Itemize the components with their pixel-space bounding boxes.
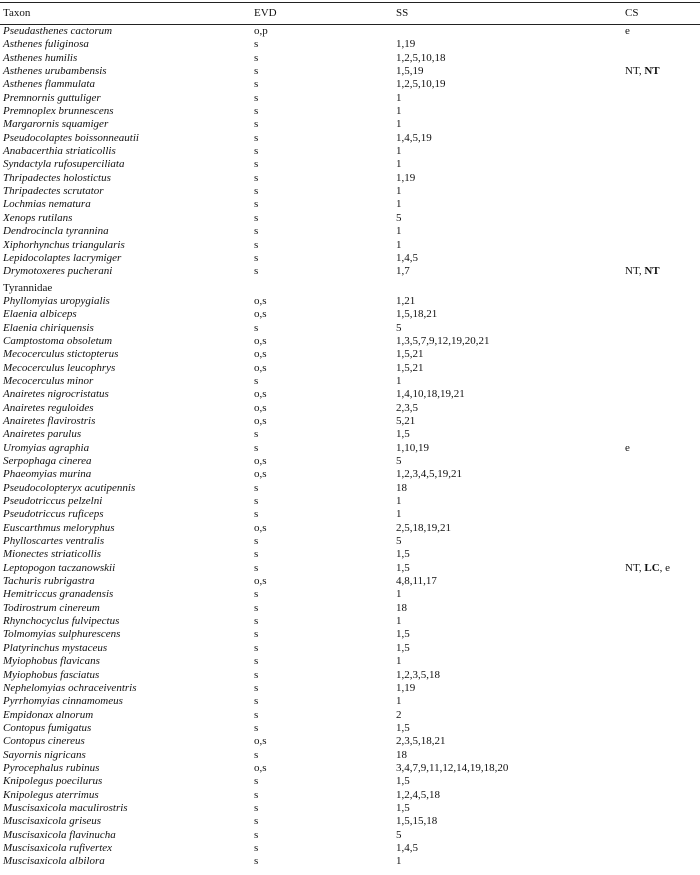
evd-cell: s: [254, 668, 259, 681]
taxon-cell: Anairetes nigrocristatus: [3, 388, 109, 401]
ss-cell: 1,5: [396, 428, 410, 441]
taxon-cell: Phylloscartes ventralis: [3, 535, 105, 548]
taxon-cell: Lepidocolaptes lacrymiger: [3, 251, 122, 264]
ss-cell: 5: [396, 211, 402, 224]
taxon-cell: Knipolegus poecilurus: [3, 775, 103, 788]
evd-cell: s: [254, 508, 259, 521]
taxon-cell: Mecocerculus stictopterus: [3, 348, 119, 361]
cs-status-bold: NT: [644, 65, 660, 78]
cs-status: e: [625, 441, 630, 454]
taxon-cell: Pseudocolaptes boissonneautii: [3, 131, 139, 144]
ss-cell: 1,5: [396, 561, 410, 574]
taxon-cell: Syndactyla rufosuperciliata: [3, 158, 125, 171]
table-row: [0, 495, 700, 508]
taxon-cell: Knipolegus aterrimus: [3, 788, 99, 801]
ss-cell: 1,5: [396, 801, 410, 814]
taxon-cell: Thripadectes holostictus: [3, 171, 111, 184]
taxon-cell: Pseudotriccus pelzelni: [3, 495, 103, 508]
evd-cell: s: [254, 38, 259, 51]
evd-cell: s: [254, 815, 259, 828]
ss-cell: 5: [396, 535, 402, 548]
ss-cell: 1: [396, 238, 402, 251]
table-header: [0, 2, 700, 25]
evd-cell: s: [254, 681, 259, 694]
cs-status: NT,: [625, 65, 645, 78]
evd-cell: o,s: [254, 455, 267, 467]
ss-cell: 1,5,21: [396, 348, 424, 361]
table-row: [0, 252, 700, 265]
ss-cell: 1,2,5,10,18: [396, 51, 446, 64]
table-row: [0, 118, 700, 131]
taxon-cell: Leptopogon taczanowskii: [3, 561, 116, 574]
evd-cell: s: [254, 158, 259, 171]
taxon-cell: Mionectes striaticollis: [3, 548, 102, 561]
ss-cell: 1: [396, 225, 402, 238]
table-row: [0, 52, 700, 65]
taxon-cell: Serpophaga cinerea: [3, 455, 92, 467]
table-row: [0, 172, 700, 185]
taxon-cell: Anairetes flavirostris: [3, 414, 96, 427]
header-cs: CS: [625, 7, 639, 19]
ss-cell: 1,7: [396, 265, 410, 278]
ss-cell: 1: [396, 158, 402, 171]
table-row: [0, 762, 700, 775]
table-row: [0, 78, 700, 91]
taxon-cell: Anairetes parulus: [3, 428, 82, 441]
table-row: [0, 709, 700, 722]
taxon-cell: Mecocerculus minor: [3, 374, 94, 387]
table-row: [0, 198, 700, 211]
taxon-cell: Sayornis nigricans: [3, 748, 86, 761]
cs-cell: [625, 562, 670, 575]
cs-status: NT,: [625, 561, 645, 574]
taxon-cell: Xenops rutilans: [3, 211, 73, 224]
taxon-cell: Pseudocolopteryx acutipennis: [3, 481, 136, 494]
taxon-cell: Pyrocephalus rubinus: [3, 761, 100, 774]
ss-cell: 5: [396, 455, 402, 467]
evd-cell: s: [254, 265, 259, 278]
ss-cell: 1,19: [396, 171, 416, 184]
ss-cell: 1,3,5,7,9,12,19,20,21: [396, 334, 490, 347]
ss-cell: 1,5: [396, 548, 410, 561]
table-row: [0, 669, 700, 682]
ss-cell: 1: [396, 508, 402, 521]
table-row: [0, 615, 700, 628]
family-name: Tyrannidae: [3, 281, 53, 294]
ss-cell: 18: [396, 748, 407, 761]
table-row: [0, 348, 700, 361]
table-row: [0, 65, 700, 78]
ss-cell: 1,4,5: [396, 841, 418, 854]
cs-cell: [625, 25, 630, 38]
taxon-cell: Myiophobus flavicans: [3, 655, 100, 668]
table-body: [0, 25, 700, 869]
taxon-cell: Euscarthmus meloryphus: [3, 521, 115, 534]
ss-cell: 1: [396, 91, 402, 104]
taxon-cell: Elaenia chiriquensis: [3, 321, 94, 334]
table-row: [0, 482, 700, 495]
table-row: [0, 225, 700, 238]
ss-cell: 2,3,5: [396, 401, 418, 414]
evd-cell: s: [254, 105, 259, 118]
table-row: [0, 322, 700, 335]
ss-cell: 1,4,5,19: [396, 131, 432, 144]
ss-cell: 2,5,18,19,21: [396, 521, 451, 534]
table-row: [0, 588, 700, 601]
evd-cell: s: [254, 428, 259, 441]
taxon-cell: Anabacerthia striaticollis: [3, 145, 116, 158]
ss-cell: 1,5: [396, 721, 410, 734]
table-row: [0, 415, 700, 428]
evd-cell: s: [254, 65, 259, 78]
ss-cell: 1,19: [396, 681, 416, 694]
evd-cell: o,s: [254, 361, 267, 374]
evd-cell: s: [254, 641, 259, 654]
table-row: [0, 775, 700, 788]
evd-cell: s: [254, 801, 259, 814]
evd-cell: o,s: [254, 348, 267, 361]
taxon-cell: Muscisaxicola rufivertex: [3, 841, 113, 854]
table-row: [0, 428, 700, 441]
taxon-cell: Anairetes reguloides: [3, 401, 94, 414]
ss-cell: 1,5,21: [396, 361, 424, 374]
table-row: [0, 655, 700, 668]
cs-status: NT,: [625, 265, 645, 278]
evd-cell: s: [254, 548, 259, 561]
table-row: [0, 402, 700, 415]
ss-cell: 1: [396, 855, 402, 868]
table-row: [0, 38, 700, 51]
table-row: [0, 548, 700, 561]
evd-cell: s: [254, 601, 259, 614]
evd-cell: s: [254, 481, 259, 494]
taxon-cell: Phaeomyias murina: [3, 468, 92, 481]
taxon-cell: Contopus fumigatus: [3, 721, 92, 734]
taxon-cell: Tolmomyias sulphurescens: [3, 628, 121, 641]
evd-cell: s: [254, 238, 259, 251]
evd-cell: o,s: [254, 388, 267, 401]
taxon-cell: Pseudotriccus ruficeps: [3, 508, 104, 521]
cs-status-bold: LC: [644, 561, 660, 574]
evd-cell: s: [254, 91, 259, 104]
evd-cell: s: [254, 211, 259, 224]
table-row: [0, 642, 700, 655]
evd-cell: s: [254, 495, 259, 508]
evd-cell: s: [254, 588, 259, 601]
ss-cell: 18: [396, 481, 407, 494]
evd-cell: s: [254, 225, 259, 238]
evd-cell: o,s: [254, 308, 267, 321]
ss-cell: 1,5: [396, 628, 410, 641]
evd-cell: o,p: [254, 25, 268, 37]
ss-cell: 1: [396, 615, 402, 628]
table-row: [0, 442, 700, 455]
table-row: [0, 842, 700, 855]
taxon-cell: Premnoplex brunnescens: [3, 105, 114, 118]
evd-cell: o,s: [254, 414, 267, 427]
ss-cell: 1,10,19: [396, 441, 429, 454]
taxon-cell: Xiphorhynchus triangularis: [3, 238, 125, 251]
cs-cell: [625, 265, 660, 278]
ss-cell: 4,8,11,17: [396, 575, 437, 588]
ss-cell: 1: [396, 588, 402, 601]
ss-cell: 2,3,5,18,21: [396, 735, 446, 748]
table-row: [0, 562, 700, 575]
ss-cell: 1,4,5: [396, 251, 418, 264]
evd-cell: s: [254, 131, 259, 144]
evd-cell: s: [254, 251, 259, 264]
evd-cell: s: [254, 695, 259, 708]
header-taxon: Taxon: [3, 7, 31, 19]
table-row: [0, 158, 700, 171]
evd-cell: s: [254, 535, 259, 548]
table-row: [0, 628, 700, 641]
evd-cell: o,s: [254, 761, 267, 774]
ss-cell: 1,2,5,10,19: [396, 78, 446, 91]
taxon-cell: Dendrocincla tyrannina: [3, 225, 109, 238]
ss-cell: 2: [396, 708, 402, 721]
taxon-cell: Camptostoma obsoletum: [3, 334, 113, 347]
taxon-cell: Myiophobus fasciatus: [3, 668, 100, 681]
cs-cell: [625, 442, 630, 455]
table-row: [0, 695, 700, 708]
evd-cell: s: [254, 828, 259, 841]
evd-cell: s: [254, 628, 259, 641]
ss-cell: 1,4,10,18,19,21: [396, 388, 465, 401]
header-ss: SS: [396, 7, 409, 19]
ss-cell: 1: [396, 145, 402, 158]
cs-status-bold: NT: [644, 265, 660, 278]
evd-cell: o,s: [254, 401, 267, 414]
evd-cell: s: [254, 561, 259, 574]
taxon-cell: Pseudasthenes cactorum: [3, 25, 113, 37]
taxon-cell: Elaenia albiceps: [3, 308, 77, 321]
ss-cell: 1: [396, 495, 402, 508]
evd-cell: s: [254, 145, 259, 158]
table-row: [0, 455, 700, 468]
evd-cell: o,s: [254, 575, 267, 588]
taxon-cell: Tachuris rubrigastra: [3, 575, 95, 588]
taxon-cell: Mecocerculus leucophrys: [3, 361, 116, 374]
table-row: [0, 25, 700, 38]
evd-cell: s: [254, 118, 259, 131]
ss-cell: 1,5: [396, 775, 410, 788]
evd-cell: s: [254, 185, 259, 198]
taxon-cell: Muscisaxicola maculirostris: [3, 801, 128, 814]
ss-cell: 1: [396, 655, 402, 668]
taxon-cell: Lochmias nematura: [3, 198, 91, 211]
taxon-cell: Todirostrum cinereum: [3, 601, 100, 614]
table-row: [0, 212, 700, 225]
evd-cell: s: [254, 721, 259, 734]
ss-cell: 1: [396, 105, 402, 118]
table-row: [0, 602, 700, 615]
table-row: [0, 239, 700, 252]
table-row: [0, 145, 700, 158]
taxon-cell: Muscisaxicola griseus: [3, 815, 102, 828]
table-row: [0, 468, 700, 481]
evd-cell: s: [254, 655, 259, 668]
ss-cell: 1,2,4,5,18: [396, 788, 440, 801]
evd-cell: o,s: [254, 735, 267, 748]
taxon-cell: Thripadectes scrutator: [3, 185, 104, 198]
taxon-cell: Uromyias agraphia: [3, 441, 90, 454]
taxon-cell: Nephelomyias ochraceiventris: [3, 681, 137, 694]
evd-cell: s: [254, 775, 259, 788]
evd-cell: s: [254, 615, 259, 628]
ss-cell: 18: [396, 601, 407, 614]
evd-cell: s: [254, 78, 259, 91]
taxon-cell: Muscisaxicola albilora: [3, 855, 105, 868]
ss-cell: 1,2,3,5,18: [396, 668, 440, 681]
taxon-cell: Rhynchocyclus fulvipectus: [3, 615, 120, 628]
table-row: [0, 535, 700, 548]
table-row: [0, 388, 700, 401]
table-row: [0, 802, 700, 815]
table-row: [0, 735, 700, 748]
ss-cell: 1,2,3,4,5,19,21: [396, 468, 462, 481]
table-row: [0, 829, 700, 842]
ss-cell: 1,5,18,21: [396, 308, 438, 321]
table-row: [0, 375, 700, 388]
evd-cell: s: [254, 748, 259, 761]
evd-cell: s: [254, 841, 259, 854]
evd-cell: s: [254, 321, 259, 334]
evd-cell: o,s: [254, 521, 267, 534]
family-row: [0, 282, 700, 295]
evd-cell: o,s: [254, 294, 267, 307]
ss-cell: 1: [396, 185, 402, 198]
ss-cell: 1,5,19: [396, 65, 424, 78]
ss-cell: 1: [396, 198, 402, 211]
taxon-cell: Muscisaxicola flavinucha: [3, 828, 116, 841]
ss-cell: 1,19: [396, 38, 416, 51]
table-row: [0, 815, 700, 828]
ss-cell: 1: [396, 118, 402, 131]
evd-cell: o,s: [254, 468, 267, 481]
table-row: [0, 308, 700, 321]
taxon-cell: Asthenes fuliginosa: [3, 38, 89, 51]
table-row: [0, 722, 700, 735]
table-row: [0, 295, 700, 308]
taxon-cell: Phyllomyias uropygialis: [3, 294, 110, 307]
taxon-cell: Contopus cinereus: [3, 735, 85, 748]
evd-cell: o,s: [254, 334, 267, 347]
taxon-cell: Premnornis guttuliger: [3, 91, 101, 104]
taxon-cell: Margarornis squamiger: [3, 118, 109, 131]
taxon-cell: Pyrrhomyias cinnamomeus: [3, 695, 123, 708]
ss-cell: 1,5: [396, 641, 410, 654]
evd-cell: s: [254, 855, 259, 868]
ss-cell: 1,5,15,18: [396, 815, 438, 828]
taxon-cell: Asthenes flammulata: [3, 78, 95, 91]
table-row: [0, 789, 700, 802]
cs-cell: [625, 65, 660, 78]
evd-cell: s: [254, 441, 259, 454]
evd-cell: s: [254, 788, 259, 801]
ss-cell: 5: [396, 321, 402, 334]
ss-cell: 5: [396, 828, 402, 841]
taxon-cell: Hemitriccus granadensis: [3, 588, 114, 601]
table-row: [0, 265, 700, 278]
taxon-cell: Asthenes humilis: [3, 51, 78, 64]
table-row: [0, 522, 700, 535]
cs-status: e: [625, 25, 630, 37]
ss-cell: 1,21: [396, 294, 416, 307]
table-row: [0, 508, 700, 521]
table-row: [0, 335, 700, 348]
ss-cell: 3,4,7,9,11,12,14,19,18,20: [396, 761, 509, 774]
taxon-cell: Drymotoxeres pucherani: [3, 265, 113, 278]
taxon-cell: Empidonax alnorum: [3, 708, 94, 721]
evd-cell: s: [254, 708, 259, 721]
table-row: [0, 185, 700, 198]
table-row: [0, 132, 700, 145]
evd-cell: s: [254, 198, 259, 211]
table-row: [0, 362, 700, 375]
table-row: [0, 92, 700, 105]
ss-cell: 5,21: [396, 414, 416, 427]
cs-status-suffix: , e: [659, 561, 671, 574]
evd-cell: s: [254, 171, 259, 184]
taxon-cell: Platyrinchus mystaceus: [3, 641, 108, 654]
table-row: [0, 855, 700, 868]
table-row: [0, 749, 700, 762]
header-evd: EVD: [254, 7, 277, 19]
species-table: [0, 2, 700, 869]
evd-cell: s: [254, 51, 259, 64]
taxon-cell: Asthenes urubambensis: [3, 65, 107, 78]
table-row: [0, 682, 700, 695]
table-row: [0, 105, 700, 118]
table-row: [0, 575, 700, 588]
ss-cell: 1: [396, 374, 402, 387]
evd-cell: s: [254, 374, 259, 387]
ss-cell: 1: [396, 695, 402, 708]
